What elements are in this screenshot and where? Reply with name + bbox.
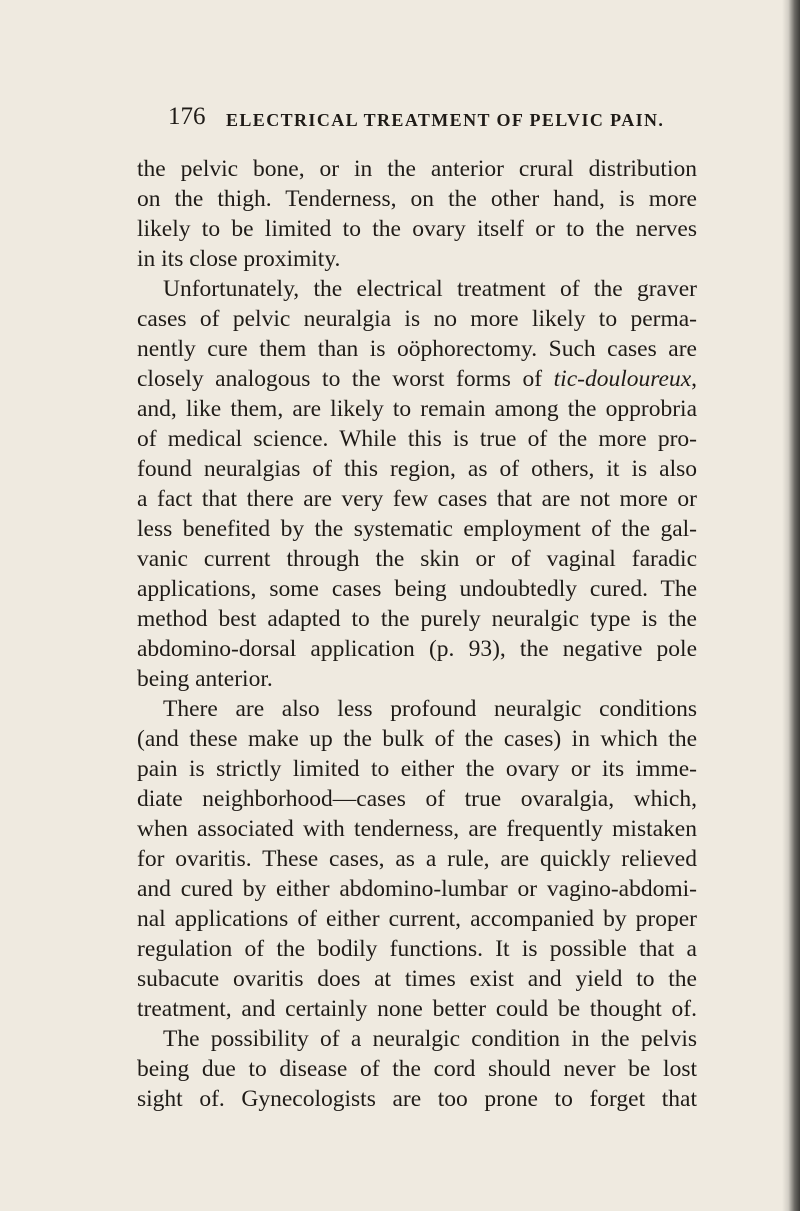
text-line-17: abdomino-dorsal application (p. 93), the negative pole xyxy=(137,636,697,662)
text-line-8 xyxy=(137,364,697,394)
text-line-23: when associated with tenderness, are frequently mistaken xyxy=(137,816,697,842)
text-line-31: being due to disease of the cord should never be lost xyxy=(137,1056,697,1082)
page-header xyxy=(0,101,800,141)
text-line-6: cases of pelvic neuralgia is no more likely to perma- xyxy=(137,306,697,332)
text-line-8-start: closely analogous to the worst forms of xyxy=(137,366,554,392)
text-line-21: pain is strictly limited to either the ovary or its imme- xyxy=(137,756,697,782)
text-line-15: applications, some cases being undoubtedly cured. The xyxy=(137,576,697,602)
text-line-26: nal applications of either current, accompanied by proper xyxy=(137,906,697,932)
text-line-2: on the thigh. Tenderness, on the other hand, is more xyxy=(137,186,697,212)
text-line-3: likely to be limited to the ovary itself or to the nerves xyxy=(137,216,697,242)
text-line-14: vanic current through the skin or of vaginal faradic xyxy=(137,546,697,572)
text-line-11: found neuralgias of this region, as of others, it is also xyxy=(137,456,697,482)
running-head: ELECTRICAL TREATMENT OF PELVIC PAIN. xyxy=(226,110,665,130)
text-line-19: There are also less profound neuralgic conditions xyxy=(163,696,697,722)
text-line-20: (and these make up the bulk of the cases) in which the xyxy=(137,726,697,752)
text-line-25: and cured by either abdomino-lumbar or vagino-abdomi- xyxy=(137,876,697,902)
text-line-5: Unfortunately, the electrical treatment of the graver xyxy=(163,276,697,302)
text-line-32: sight of. Gynecologists are too prone to forget that xyxy=(137,1086,697,1112)
text-line-13: less benefited by the systematic employment of the gal- xyxy=(137,516,697,542)
body-text xyxy=(137,154,697,1114)
text-line-10: of medical science. While this is true of the more pro- xyxy=(137,426,697,452)
text-line-12: a fact that there are very few cases that are not more or xyxy=(137,486,697,512)
text-line-30: The possibility of a neuralgic condition in the pelvis xyxy=(163,1026,697,1052)
text-line-8-end: , xyxy=(691,366,697,392)
text-line-7: nently cure them than is oöphorectomy. Such cases are xyxy=(137,336,697,362)
text-line-1: the pelvic bone, or in the anterior crural distribution xyxy=(137,156,697,182)
text-line-28: subacute ovaritis does at times exist and yield to the xyxy=(137,966,697,992)
text-line-29: treatment, and certainly none better could be thought of. xyxy=(137,996,697,1022)
page-edge-shadow xyxy=(782,0,800,1211)
text-line-27: regulation of the bodily functions. It is possible that a xyxy=(137,936,697,962)
text-line-18: being anterior. xyxy=(137,666,273,692)
text-line-22: diate neighborhood—cases of true ovaralgia, which, xyxy=(137,786,697,812)
text-line-24: for ovaritis. These cases, as a rule, are quickly relieved xyxy=(137,846,697,872)
text-line-4: in its close proximity. xyxy=(137,246,341,272)
italic-term: tic-douloureux xyxy=(553,366,692,392)
text-line-16: method best adapted to the purely neuralgic type is the xyxy=(137,606,697,632)
text-line-9: and, like them, are likely to remain among the opprobria xyxy=(137,396,697,422)
page-number: 176 xyxy=(168,103,206,130)
